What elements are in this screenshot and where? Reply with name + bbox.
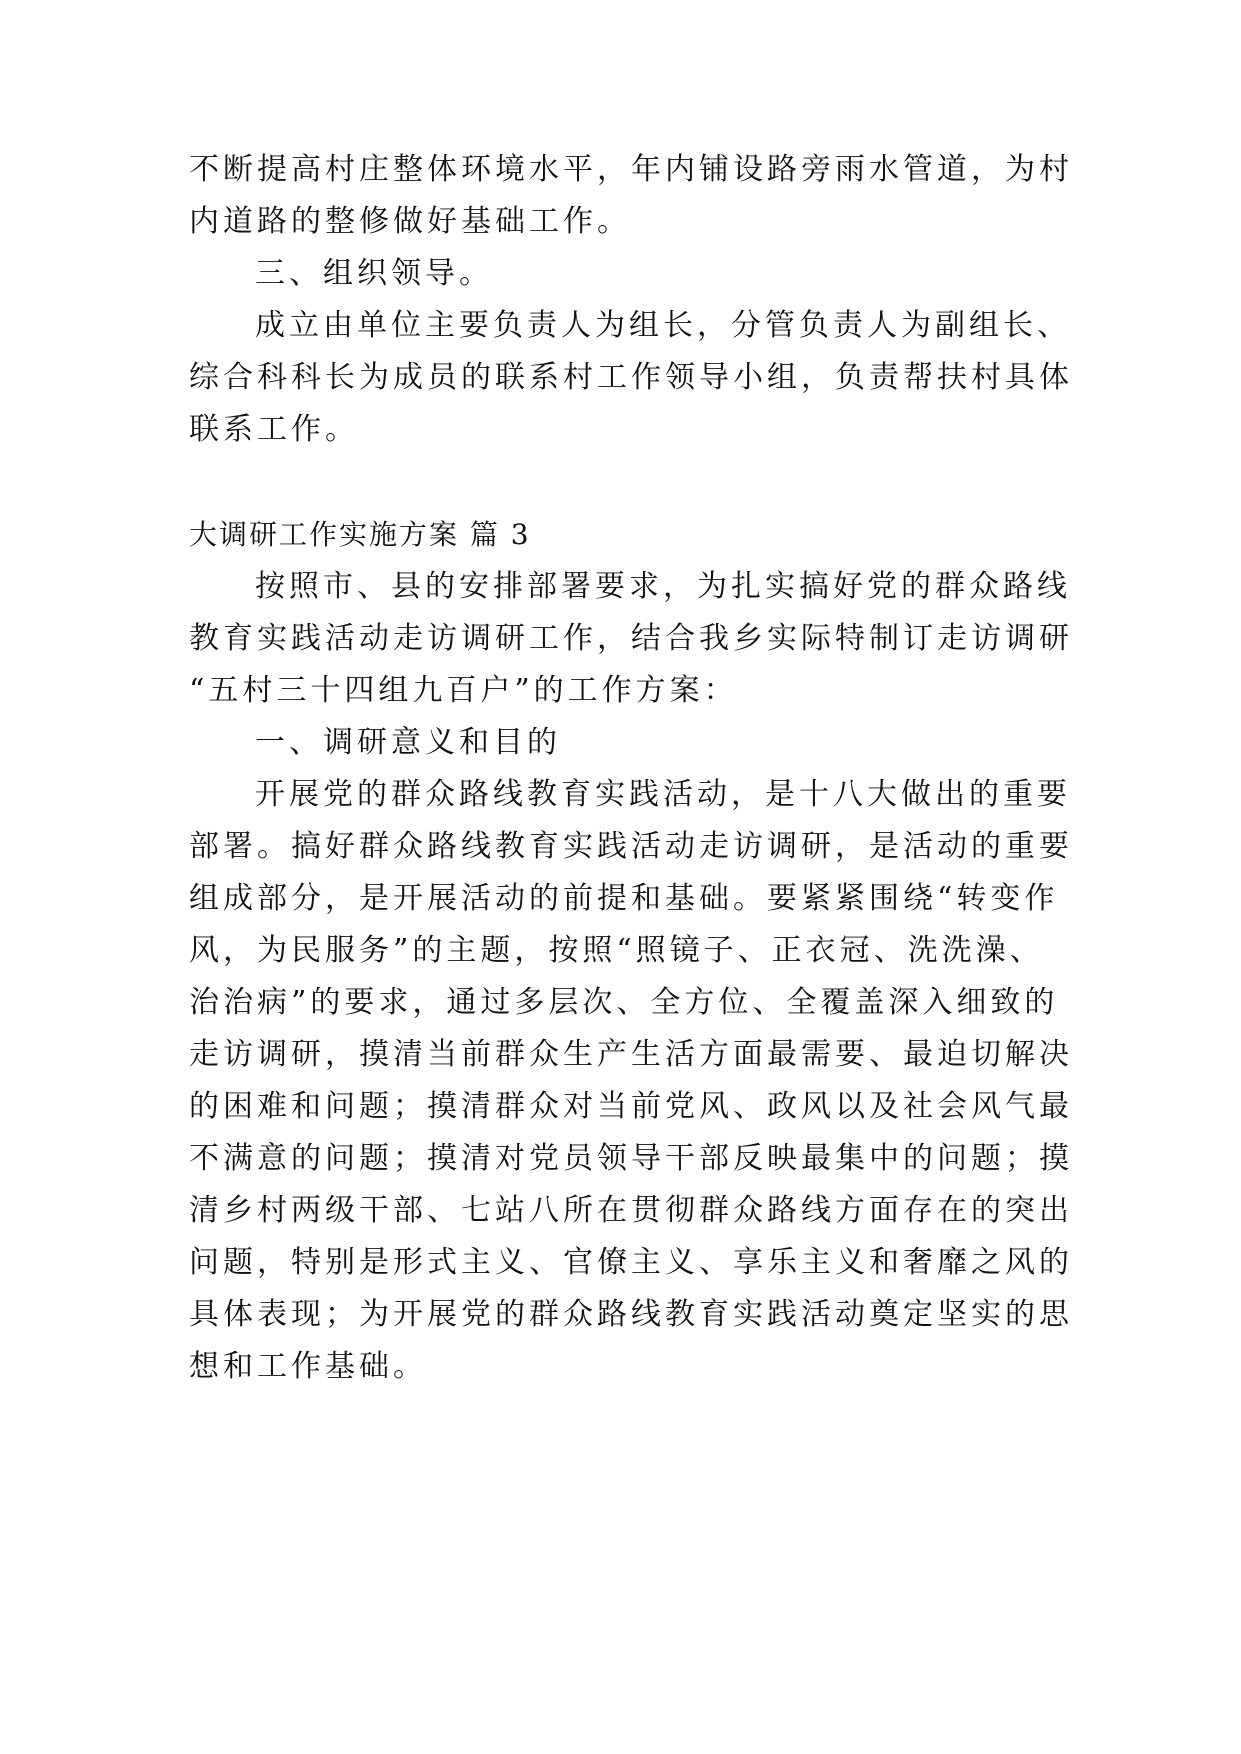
article-heading: 大调研工作实施方案 篇 3 <box>189 518 531 551</box>
body-text-line: 成立由单位主要负责人为组长，分管负责人为副组长、 <box>255 308 1071 343</box>
body-text-line: “五村三十四组九百户”的工作方案： <box>189 673 738 708</box>
section-title: 一、调研意义和目的 <box>255 725 561 760</box>
body-text-line: 具体表现；为开展党的群众路线教育实践活动奠定坚实的思 <box>189 1297 1073 1332</box>
body-text-line: 开展党的群众路线教育实践活动，是十八大做出的重要 <box>255 777 1071 812</box>
body-text-line: 风，为民服务”的主题，按照“照镜子、正衣冠、洗洗澡、 <box>189 933 1044 968</box>
body-text-line: 清乡村两级干部、七站八所在贯彻群众路线方面存在的突出 <box>189 1193 1073 1228</box>
body-text-line: 内道路的整修做好基础工作。 <box>189 204 631 239</box>
body-text-line: 部署。搞好群众路线教育实践活动走访调研，是活动的重要 <box>189 829 1073 864</box>
body-text-line: 的困难和问题；摸清群众对当前党风、政风以及社会风气最 <box>189 1089 1073 1124</box>
body-text-line: 想和工作基础。 <box>189 1349 427 1384</box>
body-text-line: 教育实践活动走访调研工作，结合我乡实际特制订走访调研 <box>189 621 1073 656</box>
body-text-line: 联系工作。 <box>189 412 359 447</box>
body-text-line: 按照市、县的安排部署要求，为扎实搞好党的群众路线 <box>255 569 1071 604</box>
body-text-line: 走访调研，摸清当前群众生产生活方面最需要、最迫切解决 <box>189 1037 1073 1072</box>
body-text-line: 问题，特别是形式主义、官僚主义、享乐主义和奢靡之风的 <box>189 1245 1073 1280</box>
body-text-line: 治治病”的要求，通过多层次、全方位、全覆盖深入细致的 <box>189 985 1059 1020</box>
section-title: 三、组织领导。 <box>255 256 493 291</box>
body-text-line: 不断提高村庄整体环境水平，年内铺设路旁雨水管道，为村 <box>189 152 1073 187</box>
body-text-line: 不满意的问题；摸清对党员领导干部反映最集中的问题；摸 <box>189 1141 1073 1176</box>
body-text-line: 综合科科长为成员的联系村工作领导小组，负责帮扶村具体 <box>189 360 1073 395</box>
body-text-line: 组成部分，是开展活动的前提和基础。要紧紧围绕“转变作 <box>189 881 1059 916</box>
